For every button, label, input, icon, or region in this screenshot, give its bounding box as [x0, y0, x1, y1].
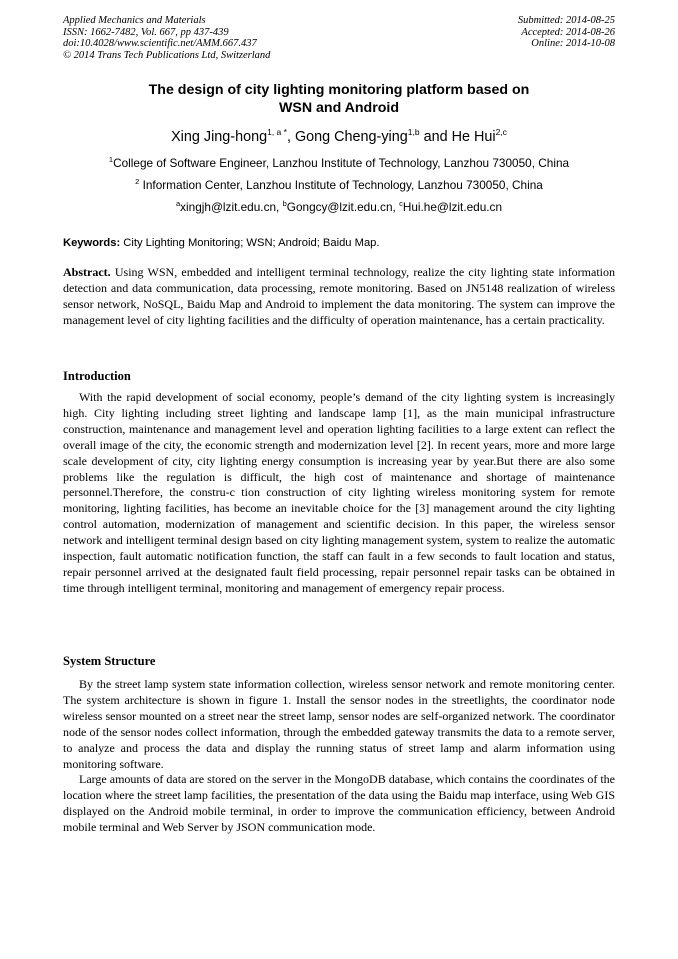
affiliation-2-mark: 2 — [135, 177, 140, 186]
paper-title — [63, 82, 615, 117]
email-c: Hui.he@lzit.edu.cn — [402, 200, 503, 214]
journal-doi: doi:10.4028/www.scientific.net/AMM.667.437 — [63, 38, 257, 50]
publication-dates — [518, 15, 615, 50]
journal-issn: ISSN: 1662-7482, Vol. 667, pp 437-439 — [63, 26, 229, 38]
affiliation-1-text: College of Software Engineer, Lanzhou Institute of Technology, Lanzhou 730050, China — [113, 156, 570, 170]
author-1-name: Xing Jing-hong — [171, 129, 268, 145]
email-a: xingjh@lzit.edu.cn, — [180, 200, 283, 214]
email-a-mark: a — [175, 199, 181, 208]
affiliation-1-mark: 1 — [108, 155, 114, 164]
affiliation-1 — [63, 156, 615, 170]
title-line-1: The design of city lighting monitoring platform based on — [148, 82, 530, 98]
author-2-affiliation-mark: 1,b — [407, 127, 420, 137]
abstract-label: Abstract. — [63, 265, 111, 279]
affiliation-2-text: Information Center, Lanzhou Institute of Technology, Lanzhou 730050, China — [139, 178, 543, 192]
email-b: Gongcy@lzit.edu.cn, — [286, 200, 400, 214]
keywords-text: City Lighting Monitoring; WSN; Android; Baidu Map. — [120, 237, 380, 249]
system-structure-paragraph-1: By the street lamp system state information collection, wireless sensor network and remote monitoring center. The system architecture is shown in figure 1. Install the sensor nodes in the streetlights, the coordinator node wireless sensor mounted on a street near the street lamp, sensor nodes are self-organized network. The coordinator node of the sensor nodes collect information, through the embedded gateway transmits the data to a remote server, to analyze and process the data and display the running status of street lamp and alarm information using monitoring software. — [63, 677, 615, 771]
author-3-name: and He Hui — [419, 129, 496, 145]
author-list — [63, 128, 615, 146]
section-heading-introduction: Introduction — [63, 369, 131, 383]
journal-header — [63, 15, 270, 61]
journal-name: Applied Mechanics and Materials — [63, 15, 206, 26]
section-heading-system-structure: System Structure — [63, 654, 156, 668]
submitted-date: Submitted: 2014-08-25 — [517, 15, 615, 26]
author-emails — [63, 200, 615, 214]
accepted-date: Accepted: 2014-08-26 — [521, 26, 615, 38]
introduction-paragraph: With the rapid development of social economy, people’s demand of the city lighting system is increasingly high. City lighting including street lighting and landscape lamp [1], as the main municipal infrastructure construction, maintenance and management level and operation lighting facilities to a large extent can reflect the overall image of the city, the economic strength and modernization level [2]. In recent years, more and more large scale development of city, city lighting energy consumption is increasing year by year.But there are also some problems like the regulation is difficult, the high cost of maintenance and shortage of maintenance personnel.Therefore, the constru-c tion construction of city lighting wireless monitoring system for remote monitoring, lighting facilities, has become an inevitable choice for the [3] management around the city lighting control automation, modernization of management and scientific decision. In this paper, the wireless sensor network and intelligent terminal design based on city lighting management system, system to realize the automatic inspection, fault automatic notification function, the staff can fault in a few seconds to fault location and status, repair personnel arrived at the designated fault field processing, repair personnel repair tasks can be obtained in time through intelligent terminal, monitoring and management of emergency repair process. — [63, 390, 615, 595]
keywords — [63, 236, 615, 250]
affiliation-2 — [63, 178, 615, 192]
title-line-2: WSN and Android — [278, 99, 400, 116]
system-structure-paragraph-2: Large amounts of data are stored on the server in the MongoDB database, which contains the coordinates of the location where the street lamp facilities, the presentation of the data using the Baidu map interface, using Web GIS displayed on the Android mobile terminal, in order to improve the communication efficiency, between Android mobile terminal and Web Server by JSON communication mode. — [63, 772, 615, 835]
abstract-text: Using WSN, embedded and intelligent terminal technology, realize the city lighting state information detection and data communication, data processing, remote monitoring. Based on JN5148 realization of wireless sensor network, NoSQL, Baidu Map and Android to implement the data monitoring. The system can improve the management level of city lighting facilities and the difficulty of operation maintenance, has a certain practicality. — [63, 265, 615, 327]
author-3-affiliation-mark: 2,c — [495, 127, 507, 137]
author-1-affiliation-mark: 1, a * — [267, 127, 287, 137]
online-date: Online: 2014-10-08 — [531, 38, 615, 50]
email-b-mark: b — [282, 199, 287, 208]
keywords-label: Keywords: — [63, 237, 121, 249]
journal-copyright: © 2014 Trans Tech Publications Ltd, Switzerland — [63, 49, 271, 61]
system-structure-section — [63, 677, 615, 836]
author-2-name: , Gong Cheng-ying — [286, 129, 408, 145]
introduction-section — [63, 390, 615, 597]
abstract — [63, 265, 615, 329]
email-c-mark: c — [399, 199, 403, 208]
